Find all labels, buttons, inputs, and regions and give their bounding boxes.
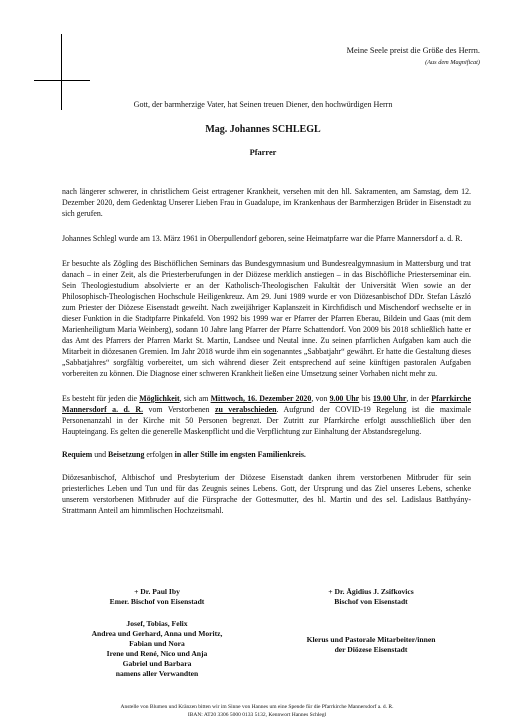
motto-source: (Aus dem Magnificat) (425, 59, 480, 66)
cross-icon-horizontal (34, 80, 90, 81)
footer-donation-note (0, 704, 514, 719)
footer-line-iban: IBAN: AT20 3306 5000 0133 5132, Kennwort Hannes Schlegl (187, 711, 327, 718)
paragraph-requiem: Requiem und Beisetzung erfolgen in aller Stille im engsten Familienkreis. (62, 450, 306, 459)
signature-clergy: Klerus und Pastorale Mitarbeiter/innen der Diözese Eisenstadt (306, 635, 436, 654)
footer-line-1: Anstelle von Blumen und Kränzen bitten wir im Sinne von Hannes um eine Spende für die Pfarrkirche Mannersdorf a. d. R. (120, 704, 394, 710)
paragraph-death-notice: nach längerer schwerer, in christlichem Geist ertragener Krankheit, versehen mit den hll. Sakramenten, am Samstag, dem 12. Dezember 2020, dem Gedenktag Unserer Lieben Frau in Guadalupe, im Krankenhaus der Barmherzigen Brüder in Eisenstadt zu sich gerufen. (62, 187, 471, 218)
motto-block (347, 45, 480, 69)
deceased-name: Mag. Johannes SCHLEGL (205, 124, 321, 135)
cross-icon-vertical (61, 34, 62, 110)
deceased-role: Pfarrer (249, 148, 277, 157)
signature-family: Josef, Tobias, Felix Andrea und Gerhard, Anna und Moritz, Fabian und Nora Irene und René, Nico und Anja Gabriel und Barbara namens aller Verwandten (91, 619, 223, 678)
signature-emer-bishop: + Dr. Paul Iby Emer. Bischof von Eisenstadt (109, 587, 205, 606)
signature-bishop: + Dr. Ägidius J. Zsifkovics Bischof von Eisenstadt (328, 587, 414, 606)
paragraph-farewell: Es besteht für jeden die Möglichkeit, sich am Mittwoch, 16. Dezember 2020, von 9.00 Uhr bis 19.00 Uhr, in der Pfarrkirche Mannersdorf a. d. R. vom Verstorbenen zu verabschieden. Aufgrund der COVID-19 Regelung ist die maximale Personenanzahl in der Kirche mit 50 Personen begrenzt. Der Zutritt zur Pfarrkirche erfolgt ausschließlich über den Haupteingang. Es gelten die generelle Maskenpflicht und die Verpflichtung zur Einhaltung der Abstandsregelung. (62, 394, 471, 436)
paragraph-thanks: Diözesanbischof, Altbischof und Presbyterium der Diözese Eisenstadt danken ihrem verstorbenen Mitbruder für sein priesterliches Leben und Tun und für das Zeugnis seines Lebens. Gott, der Ursprung und das Ziel unseres Lebens, schenke unserem verstorbenen Mitbruder auf die Fürsprache der Gottesmutter, des hl. Martin und des sel. Ladislaus Batthyány-Strattmann Anteil am himmlischen Hochzeitsmahl. (62, 473, 471, 515)
intro-line: Gott, der barmherzige Vater, hat Seinen treuen Diener, den hochwürdigen Herrn (133, 100, 393, 109)
obituary-body (62, 186, 471, 530)
motto-text: Meine Seele preist die Größe des Herrn. (346, 46, 480, 55)
paragraph-biography: Er besuchte als Zögling des Bischöflichen Seminars das Bundesgymnasium und Bundesrealgymnasium in Mattersburg und trat danach – in einer Zeit, als die Priesterberufungen in der Diözese merklich anstiegen – in das Bischöfliche Priesterseminar ein. Sein Theologiestudium absolvierte er an der Katholisch-Theologischen Fakultät der Universität Wien sowie an der Philosophisch-Theologischen Hochschule Heiligenkreuz. Am 29. Juni 1989 wurde er von Diözesanbischof DDr. Stefan László zum Priester der Diözese Eisenstadt geweiht. Nach zweijähriger Kaplanszeit in Kirchfidisch und Mischendorf wechselte er in dieser Funktion in die Stadtpfarre Pinkafeld. Von 1992 bis 1999 war er Pfarrer der Pfarren Eberau, Bildein und Gaas (mit dem Marienheiligtum Maria Weinberg), sodann 10 Jahre lang Pfarrer der Pfarre Schattendorf. Von 2009 bis 2018 schließlich hatte er das Amt des Pfarrers der Pfarren Markt St. Martin, Landsee und Neutal inne. Zu seinen pfarrlichen Aufgaben kam auch die Mitarbeit in diözesanen Gremien. Im Jahr 2018 wurde ihm ein sogenanntes „Sabbatjahr“ gewährt. Er hatte die Gestaltung dieses „Sabbatjahres“ sorgfältig vorbereitet, um sich während dieser Zeit entsprechend auf seine künftigen pastoralen Aufgaben vorbereiten zu können. Die Diagnose einer schweren Krankheit ließen eine Umsetzung seiner Vorhaben nicht mehr zu. (62, 259, 471, 378)
paragraph-birth: Johannes Schlegl wurde am 13. März 1961 in Oberpullendorf geboren, seine Heimatpfarre war die Pfarre Mannersdorf a. d. R. (62, 234, 463, 243)
